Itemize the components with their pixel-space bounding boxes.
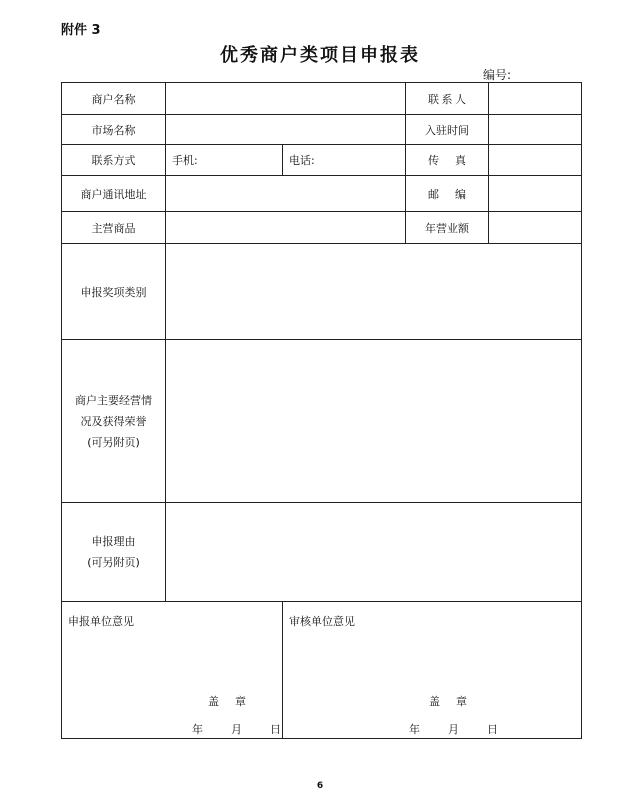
phone-label: 电话: (289, 154, 315, 167)
fax-field[interactable] (489, 145, 582, 176)
award-category-label: 申报奖项类别 (62, 244, 166, 340)
page-number: 6 (316, 781, 324, 791)
applicant-opinion-title: 申报单位意见 (68, 615, 134, 628)
operations-label: 商户主要经营情 况及获得荣誉 (可另附页) (62, 340, 166, 503)
merchant-name-field[interactable] (166, 83, 406, 115)
reviewer-date-label: 年 月 日 (409, 723, 498, 736)
form-row-market-name (62, 115, 582, 145)
operations-field[interactable] (166, 340, 582, 503)
reviewer-seal-label: 盖 章 (429, 695, 467, 708)
fax-label: 传 真 (406, 145, 489, 176)
annual-revenue-field[interactable] (489, 212, 582, 244)
reason-field[interactable] (166, 503, 582, 602)
mobile-label: 手机: (172, 154, 198, 167)
application-form-table (61, 82, 582, 739)
reason-label: 申报理由 (可另附页) (62, 503, 166, 602)
award-category-field[interactable] (166, 244, 582, 340)
form-row-opinions (62, 602, 582, 739)
form-row-award-category (62, 244, 582, 340)
applicant-date-label: 年 月 日 (192, 723, 281, 736)
merchant-name-label: 商户名称 (62, 83, 166, 115)
form-row-reason (62, 503, 582, 602)
main-goods-label: 主营商品 (62, 212, 166, 244)
entry-time-field[interactable] (489, 115, 582, 145)
contact-person-label: 联 系 人 (406, 83, 489, 115)
postcode-field[interactable] (489, 176, 582, 212)
entry-time-label: 入驻时间 (406, 115, 489, 145)
form-row-operations (62, 340, 582, 503)
reviewer-opinion-section[interactable] (283, 602, 582, 739)
applicant-opinion-section[interactable] (62, 602, 283, 739)
form-row-address (62, 176, 582, 212)
address-label: 商户通讯地址 (62, 176, 166, 212)
market-name-field[interactable] (166, 115, 406, 145)
annual-revenue-label: 年营业额 (406, 212, 489, 244)
market-name-label: 市场名称 (62, 115, 166, 145)
form-row-main-goods (62, 212, 582, 244)
serial-number-label: 编号: (483, 68, 512, 82)
form-title: 优秀商户类项目申报表 (220, 45, 420, 66)
contact-method-label: 联系方式 (62, 145, 166, 176)
phone-field[interactable] (283, 145, 406, 176)
postcode-label: 邮 编 (406, 176, 489, 212)
mobile-field[interactable] (166, 145, 283, 176)
applicant-seal-label: 盖 章 (208, 695, 246, 708)
address-field[interactable] (166, 176, 406, 212)
reviewer-opinion-title: 审核单位意见 (289, 615, 355, 628)
main-goods-field[interactable] (166, 212, 406, 244)
attachment-label: 附件 3 (61, 23, 101, 38)
form-row-contact-method (62, 145, 582, 176)
form-row-merchant-name (62, 83, 582, 115)
contact-person-field[interactable] (489, 83, 582, 115)
